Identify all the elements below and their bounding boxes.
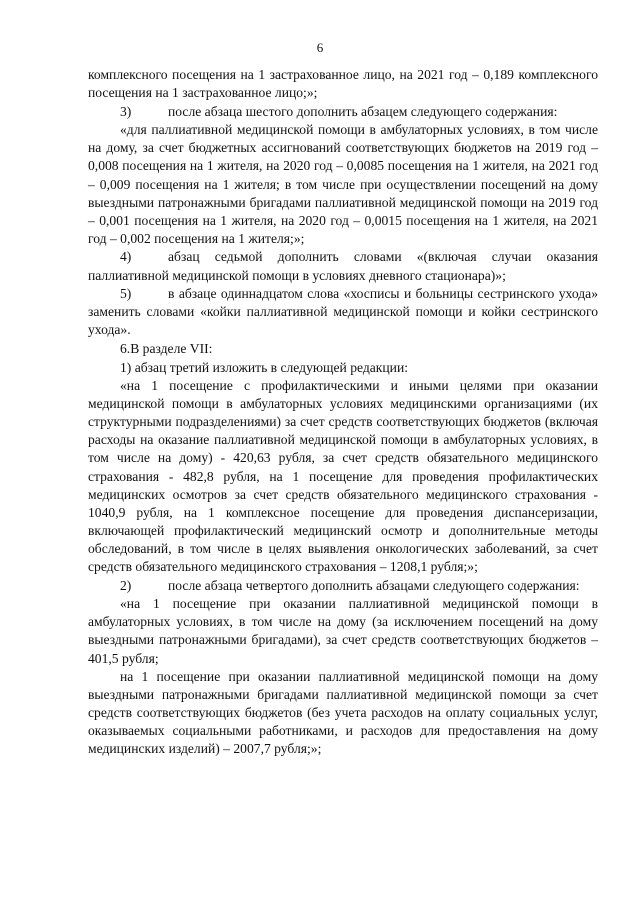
document-body <box>88 66 598 759</box>
list-marker: 4) <box>120 249 132 265</box>
paragraph: «на 1 посещение с профилактическими и иными целями при оказании медицинской помощи в амбулаторных условиях медицинскими организациями (их структурными подразделениями) за счет средств соответствующих бюджетов (включая расходы на оказание паллиативной медицинской помощи в амбулаторных условиях, в том числе на дому) - 420,63 рубля, за счет средств обязательного медицинского страхования - 482,8 рубля, на 1 посещение для проведения профилактических медицинских осмотров за счет средств обязательного медицинского страхования - 1040,9 рубля, на 1 комплексное посещение для проведения диспансеризации, включающей профилактический медицинский осмотр и дополнительные методы обследований, в том числе в целях выявления онкологических заболеваний, за счет средств обязательного медицинского страхования – 1208,1 рубля;»; <box>88 378 598 575</box>
list-marker: 3) <box>120 103 132 119</box>
paragraph: комплексного посещения на 1 застрахованное лицо, на 2021 год – 0,189 комплексного посещения на 1 застрахованное лицо;»; <box>88 67 598 101</box>
list-marker: 5) <box>120 286 132 302</box>
paragraph: «на 1 посещение при оказании паллиативной медицинской помощи в амбулаторных условиях, в том числе на дому (за исключением посещений на дому выездными патронажными бригадами), за счет средств соответствующих бюджетов – 401,5 рубля; <box>88 596 598 666</box>
paragraph: 3) после абзаца шестого дополнить абзацем следующего содержания: <box>88 103 598 121</box>
paragraph: 5) в абзаце одиннадцатом слова «хосписы и больницы сестринского ухода» заменить словами «койки паллиативной медицинской помощи и койки сестринского ухода». <box>88 286 598 338</box>
list-marker: 2) <box>120 577 132 593</box>
page-number: 6 <box>316 40 324 55</box>
paragraph: на 1 посещение при оказании паллиативной медицинской помощи на дому выездными патронажными бригадами паллиативной медицинской помощи за счет средств соответствующих бюджетов (без учета расходов на оплату социальных услуг, оказываемых социальными работниками, и расходов для предоставления на дому медицинских изделий) – 2007,7 рубля;»; <box>88 669 598 757</box>
paragraph: 1) абзац третий изложить в следующей редакции: <box>120 359 409 375</box>
paragraph: «для паллиативной медицинской помощи в амбулаторных условиях, в том числе на дому, за счет бюджетных ассигнований соответствующих бюджетов на 2019 год – 0,008 посещения на 1 жителя, на 2020 год – 0,0085 посещения на 1 жителя, на 2021 год – 0,009 посещения на 1 жителя; в том числе при осуществлении посещений на дому выездными патронажными бригадами паллиативной медицинской помощи на 2019 год – 0,001 посещения на 1 жителя, на 2020 год – 0,0015 посещения на 1 жителя, на 2021 год – 0,002 посещения на 1 жителя;»; <box>88 122 598 246</box>
paragraph: 4) абзац седьмой дополнить словами «(включая случаи оказания паллиативной медицинской помощи в условиях дневного стационара)»; <box>88 249 598 283</box>
paragraph: 2) после абзаца четвертого дополнить абзацами следующего содержания: <box>88 577 598 595</box>
section-heading: 6.В разделе VII: <box>120 340 213 356</box>
